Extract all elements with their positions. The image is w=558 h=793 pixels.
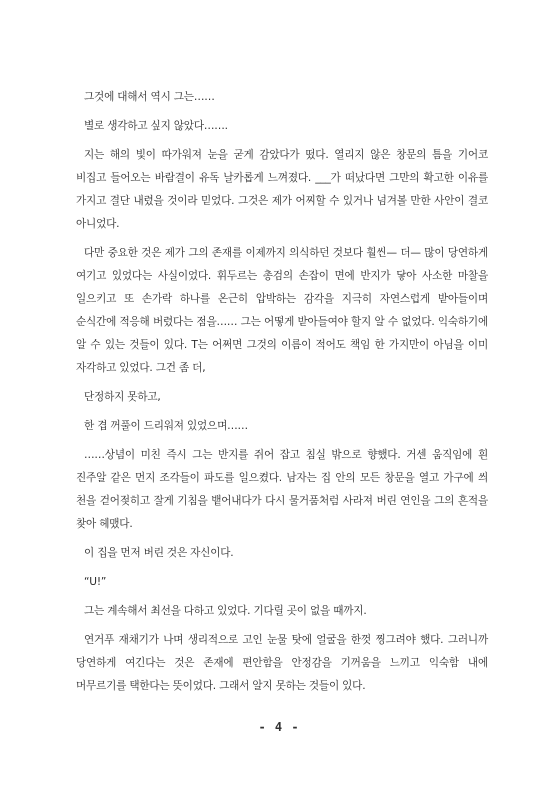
paragraph-5: 단정하지 못하고, xyxy=(84,391,161,403)
page-number: - 4 - xyxy=(258,720,300,734)
paragraph-10: 그는 계속해서 최선을 다하고 있었다. 기다릴 곳이 없을 때까지. xyxy=(84,605,367,617)
paragraph-8: 이 집을 먼저 버린 것은 자신이다. xyxy=(84,547,234,559)
paragraph-3: 지는 해의 빛이 따가워져 눈을 굳게 감았다가 떴다. 열리지 않은 창문의 틈을 기어코 비집고 들어오는 바람결이 유독 날카롭게 느껴졌다. ___가 떠났다면 그만의 확고한 이유를 가지고 결단 내렸을 것이라 믿었다. 그것은 제가 어찌할 수 있거나 넘겨볼 만한 사안이 결코 아니었다. xyxy=(76,149,488,230)
paragraph-1: 그것에 대해서 역시 그는…… xyxy=(84,91,215,103)
paragraph-9: “U!” xyxy=(84,576,107,588)
paragraph-2: 별로 생각하고 싶지 않았다……. xyxy=(84,120,228,132)
paragraph-6: 한 겹 꺼풀이 드리워져 있었으며…… xyxy=(84,420,248,432)
paragraph-7: ……상념이 미친 즉시 그는 반지를 쥐어 잡고 침실 밖으로 향했다. 거센 움직임에 흰 진주알 같은 먼지 조각들이 파도를 일으켰다. 남자는 집 안의 모든 창문을 열고 가구에 씌 천을 걷어젖히고 잘게 기침을 뱉어내다가 다시 물거품처럼 사라져 버린 연인을 그의 흔적을 찾아 헤맸다. xyxy=(76,449,488,530)
body-text xyxy=(76,86,488,704)
paragraph-11: 연거푸 재채기가 나며 생리적으로 고인 눈물 탓에 얼굴을 한껏 찡그려야 했다. 그러니까 당연하게 여긴다는 것은 존재에 편안함을 안정감을 기꺼움을 느끼고 익숙함 내에 머무르기를 택한다는 뜻이었다. 그래서 알지 못하는 것들이 있다. xyxy=(76,634,488,692)
paragraph-4: 다만 중요한 것은 제가 그의 존재를 이제까지 의식하던 것보다 훨씬— 더— 많이 당연하게 여기고 있었다는 사실이었다. 휘두르는 총검의 손잡이 면에 반지가 닿아 사소한 마찰을 일으키고 또 손가락 하나를 온근히 압박하는 감각을 지극히 자연스럽게 받아들이며 순식간에 적응해 버렸다는 점을…… 그는 어떻게 받아들여야 할지 알 수 없었다. 익숙하기에 알 수 있는 것들이 있다. T는 어쩌면 그것의 이름이 적어도 책임 한 가지만이 아님을 이미 자각하고 있었다. 그건 좀 더, xyxy=(76,247,488,374)
